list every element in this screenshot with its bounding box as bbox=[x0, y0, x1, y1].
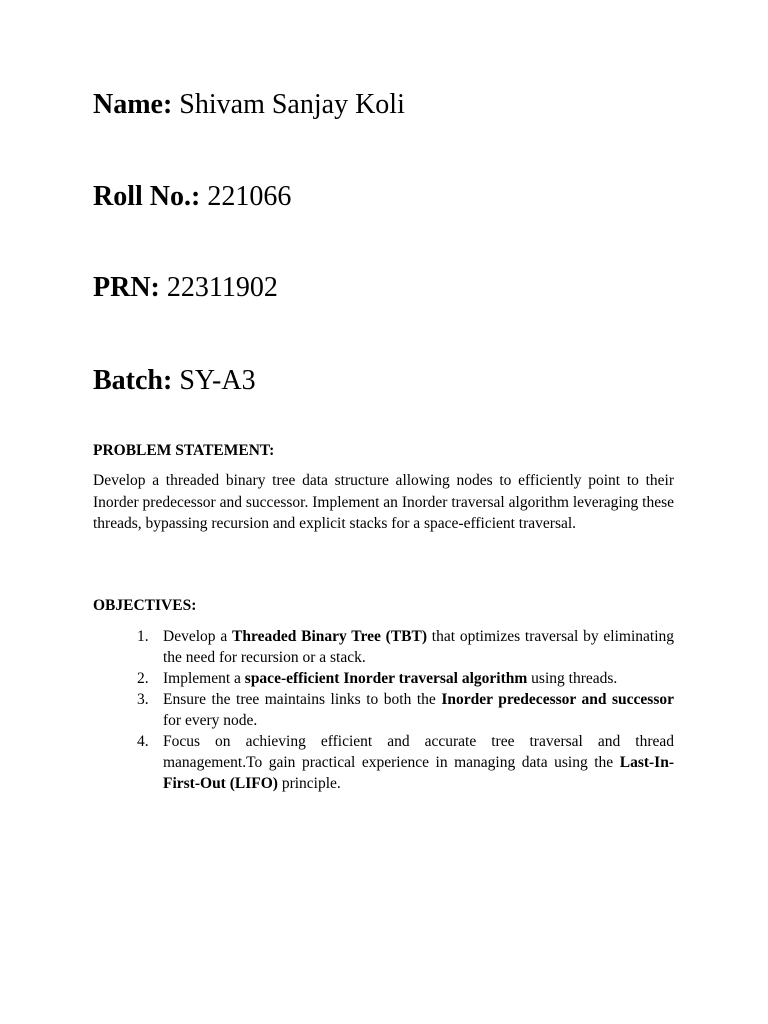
roll-number-label: Roll No.: bbox=[93, 181, 201, 212]
objective-emphasis: Threaded Binary Tree (TBT) bbox=[232, 628, 427, 645]
objective-text: that optimizes traversal by eliminating the need for recursion or a stack. bbox=[163, 628, 675, 666]
objectives-list bbox=[93, 626, 674, 794]
objective-text: Focus on achieving efficient and accurate tree traversal and thread management.To gain practical experience in managing data using the bbox=[163, 733, 674, 771]
objective-number: 1. bbox=[137, 628, 149, 645]
objective-text: for every node. bbox=[163, 712, 258, 729]
objective-text: principle. bbox=[277, 775, 341, 792]
roll-number-field bbox=[93, 181, 291, 213]
problem-statement-heading: PROBLEM STATEMENT: bbox=[93, 442, 275, 459]
objectives-heading: OBJECTIVES: bbox=[93, 597, 197, 614]
name-value: Shivam Sanjay Koli bbox=[172, 89, 405, 120]
prn-label: PRN: bbox=[93, 272, 160, 303]
objective-text: Ensure the tree maintains links to both the bbox=[163, 691, 442, 708]
objective-number: 4. bbox=[137, 733, 149, 750]
name-label: Name: bbox=[93, 89, 173, 120]
name-field bbox=[93, 89, 405, 121]
objective-item bbox=[93, 668, 674, 689]
objective-number: 3. bbox=[137, 691, 149, 708]
prn-value: 22311902 bbox=[159, 272, 278, 303]
batch-label: Batch: bbox=[93, 365, 173, 396]
problem-statement-text: Develop a threaded binary tree data structure allowing nodes to efficiently point to their Inorder predecessor and successor. Implement an Inorder traversal algorithm leveraging these threads, bypassing recursion and explicit stacks for a space-efficient traversal. bbox=[93, 472, 674, 532]
objective-emphasis: Inorder predecessor and successor bbox=[441, 691, 674, 708]
roll-number-value: 221066 bbox=[200, 181, 292, 212]
objective-emphasis: Last-In-First-Out (LIFO) bbox=[163, 754, 674, 792]
objective-number: 2. bbox=[137, 670, 149, 687]
objective-text: Develop a bbox=[163, 628, 233, 645]
objective-text: Implement a bbox=[163, 670, 245, 687]
objective-text: using threads. bbox=[527, 670, 618, 687]
objective-item bbox=[93, 689, 674, 731]
prn-field bbox=[93, 272, 278, 304]
objective-item bbox=[93, 626, 674, 668]
batch-field bbox=[93, 365, 256, 397]
objective-emphasis: space-efficient Inorder traversal algorithm bbox=[244, 670, 528, 687]
objective-item bbox=[93, 731, 674, 794]
batch-value: SY-A3 bbox=[172, 365, 256, 396]
